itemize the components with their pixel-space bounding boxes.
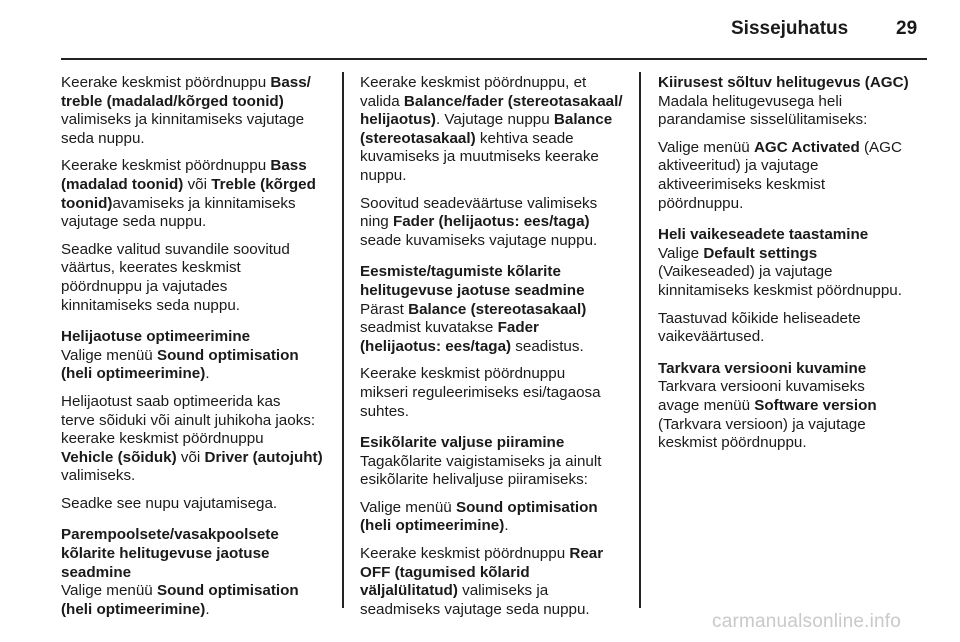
- bold-text: (heli optimeerimine): [61, 600, 206, 618]
- text: avage menüü: [658, 396, 755, 414]
- section-heading: [360, 263, 625, 300]
- text: kinnitamiseks keskmist pöördnuppu.: [658, 281, 902, 299]
- text: valida: [360, 92, 404, 110]
- bold-text: Vehicle (sõiduk): [61, 448, 177, 466]
- section-heading: [360, 434, 625, 453]
- text: Keerake keskmist pöördnuppu: [360, 545, 570, 563]
- heading-text: helitugevuse jaotuse seadmine: [360, 281, 585, 299]
- text: seda nuppu.: [61, 129, 145, 147]
- text: suhtes.: [360, 402, 409, 420]
- section-heading: [61, 526, 327, 582]
- bold-text: Bass: [270, 157, 307, 175]
- text: kinnitamiseks seda nuppu.: [61, 296, 240, 314]
- bold-text: Software version: [754, 396, 877, 414]
- paragraph: [360, 545, 625, 619]
- heading-text: Tarkvara versiooni kuvamine: [658, 359, 867, 377]
- text: ning: [360, 213, 393, 231]
- text: Valige: [658, 244, 704, 262]
- section-heading: [658, 74, 928, 93]
- heading-text: kõlarite helitugevuse jaotuse: [61, 545, 270, 563]
- heading-text: seadmine: [61, 563, 132, 581]
- bold-text: helijaotus): [360, 111, 436, 129]
- text: Seadke see nupu vajutamisega.: [61, 494, 278, 512]
- text: Madala helitugevusega heli: [658, 92, 843, 110]
- heading-text: Kiirusest sõltuv helitugevus (AGC): [658, 74, 909, 91]
- text: parandamise sisselülitamiseks:: [658, 111, 868, 129]
- text: .: [504, 517, 509, 535]
- text: Soovitud seadeväärtuse valimiseks: [360, 194, 598, 212]
- paragraph: [360, 365, 625, 421]
- text: (AGC: [859, 138, 902, 156]
- column-3: [658, 74, 928, 462]
- bold-text: Default settings: [703, 244, 818, 262]
- text: keerake keskmist pöördnuppu: [61, 430, 264, 448]
- bold-text: Rear: [569, 545, 604, 563]
- text: või: [183, 175, 212, 193]
- text: Tarkvara versiooni kuvamiseks: [658, 378, 865, 396]
- paragraph: [658, 310, 928, 347]
- text: .: [205, 365, 210, 383]
- bold-text: Driver (autojuht): [204, 448, 323, 466]
- text: seadistus.: [511, 337, 584, 355]
- paragraph: [360, 195, 625, 251]
- text: Valige menüü: [61, 582, 157, 600]
- text: valimiseks.: [61, 467, 136, 485]
- page-header: [0, 0, 960, 52]
- bold-text: Balance/fader (stereotasakaal/: [403, 92, 623, 110]
- paragraph: [61, 393, 327, 486]
- column-divider-2: [639, 72, 641, 608]
- text: pöördnuppu.: [658, 194, 744, 212]
- paragraph: [61, 74, 327, 148]
- bold-text: väljalülitatud): [360, 582, 458, 600]
- column-divider-1: [342, 72, 344, 608]
- text: valimiseks ja kinnitamiseks vajutage: [61, 111, 305, 129]
- watermark: carmanualsonline.info: [712, 611, 902, 632]
- paragraph: [61, 582, 327, 619]
- text: vajutage seda nuppu.: [61, 213, 207, 231]
- heading-text: Heli vaikeseadete taastamine: [658, 226, 869, 244]
- paragraph: [61, 495, 327, 514]
- bold-text: Balance: [553, 111, 613, 129]
- bold-text: Sound optimisation: [156, 582, 299, 600]
- bold-text: OFF (tagumised kõlarid: [360, 563, 530, 581]
- bold-text: (heli optimeerimine): [61, 365, 206, 383]
- column-2: [360, 74, 625, 628]
- text: .: [205, 600, 210, 618]
- text: Keerake keskmist pöördnuppu: [61, 157, 271, 175]
- bold-text: Bass/: [270, 74, 311, 91]
- text: nuppu.: [360, 166, 407, 184]
- text: kuvamiseks ja muutmiseks keerake: [360, 148, 599, 166]
- text: keskmist pöördnuppu.: [658, 434, 807, 452]
- text: või: [176, 448, 205, 466]
- heading-text: Esikõlarite valjuse piiramine: [360, 434, 565, 452]
- text: terve sõiduki või ainult juhikoha jaoks:: [61, 411, 316, 429]
- text: Taastuvad kõikide heliseadete: [658, 309, 861, 327]
- bold-text: Balance (stereotasakaal): [408, 300, 587, 318]
- bold-text: (madalad toonid): [61, 175, 184, 193]
- paragraph: [658, 245, 928, 301]
- header-title: Sissejuhatus: [731, 18, 849, 39]
- paragraph: [360, 499, 625, 536]
- text: Tagakõlarite vaigistamiseks ja ainult: [360, 452, 602, 470]
- section-heading: [658, 360, 928, 379]
- text: seadmist kuvatakse: [360, 319, 498, 337]
- bold-text: Fader (helijaotus: ees/taga): [392, 213, 590, 231]
- paragraph: [658, 378, 928, 452]
- text: pöördnuppu ja vajutades: [61, 277, 228, 295]
- column-1: [61, 74, 327, 628]
- paragraph: [360, 301, 625, 357]
- text: (Tarkvara versioon) ja vajutage: [658, 415, 866, 433]
- text: . Vajutage nuppu: [435, 111, 554, 129]
- text: Helijaotust saab optimeerida kas: [61, 392, 281, 410]
- bold-text: Fader: [497, 319, 539, 337]
- text: Pärast: [360, 300, 409, 318]
- text: Valige menüü: [61, 346, 157, 364]
- bold-text: (heli optimeerimine): [360, 517, 505, 535]
- page-number: 29: [896, 18, 918, 39]
- text: Keerake keskmist pöördnuppu: [61, 74, 271, 91]
- paragraph: [658, 139, 928, 213]
- text: seade kuvamiseks vajutage nuppu.: [360, 231, 598, 249]
- text: aktiveerimiseks keskmist: [658, 175, 826, 193]
- text: väärtus, keerates keskmist: [61, 259, 241, 277]
- text: Valige menüü: [360, 498, 456, 516]
- bold-text: AGC Activated: [753, 138, 860, 156]
- bold-text: Treble (kõrged: [211, 175, 316, 193]
- heading-text: Helijaotuse optimeerimine: [61, 328, 251, 346]
- text: esikõlarite helivaljuse piiramiseks:: [360, 471, 588, 489]
- bold-text: Sound optimisation: [455, 498, 598, 516]
- text: mikseri reguleerimiseks esi/tagaosa: [360, 383, 601, 401]
- text: Keerake keskmist pöördnuppu, et: [360, 74, 587, 91]
- text: (Vaikeseaded) ja vajutage: [658, 263, 833, 281]
- paragraph: [360, 74, 625, 186]
- bold-text: toonid): [61, 194, 113, 212]
- heading-text: Parempoolsete/vasakpoolsete: [61, 526, 279, 544]
- bold-text: (stereotasakaal): [360, 129, 476, 147]
- paragraph: [61, 157, 327, 231]
- paragraph: [360, 453, 625, 490]
- section-heading: [658, 226, 928, 245]
- text: Seadke valitud suvandile soovitud: [61, 240, 290, 258]
- bold-text: (helijaotus: ees/taga): [360, 337, 512, 355]
- text: kehtiva seade: [475, 129, 574, 147]
- section-heading: [61, 328, 327, 347]
- paragraph: [658, 93, 928, 130]
- bold-text: Sound optimisation: [156, 346, 299, 364]
- text: valimiseks ja: [457, 582, 549, 600]
- heading-text: Eesmiste/tagumiste kõlarite: [360, 263, 561, 281]
- text: aktiveeritud) ja vajutage: [658, 157, 819, 175]
- text: Keerake keskmist pöördnuppu: [360, 365, 566, 383]
- text: vaikeväärtused.: [658, 328, 765, 346]
- text: seadmiseks vajutage seda nuppu.: [360, 600, 590, 618]
- paragraph: [61, 241, 327, 315]
- bold-text: treble (madalad/kõrged toonid): [61, 92, 284, 110]
- text: Valige menüü: [658, 138, 754, 156]
- header-rule: [61, 58, 927, 60]
- text: avamiseks ja kinnitamiseks: [112, 194, 296, 212]
- paragraph: [61, 347, 327, 384]
